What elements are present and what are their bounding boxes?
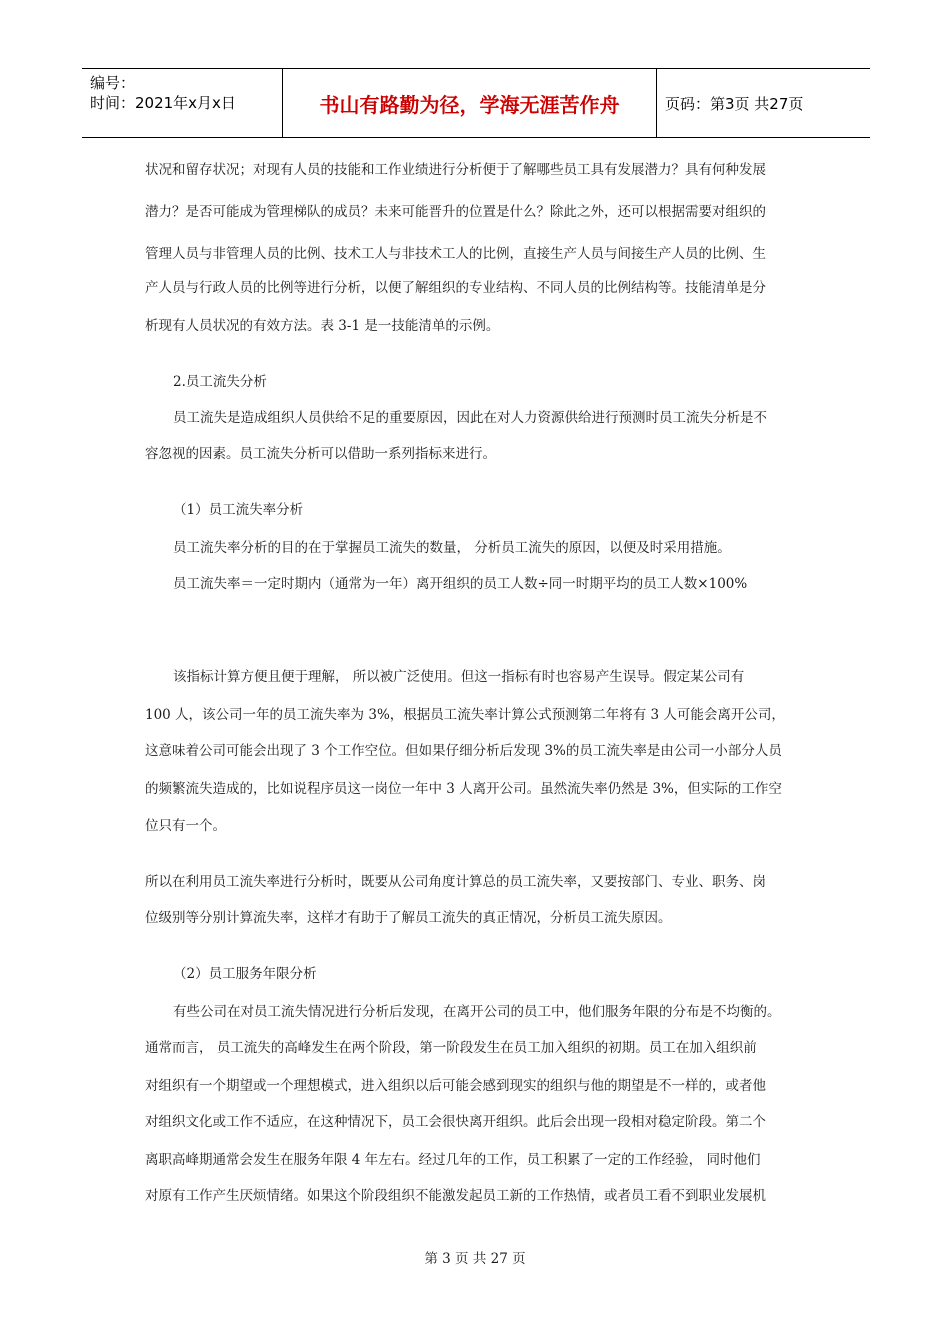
- body-line: 位只有一个。: [145, 818, 226, 834]
- page-footer: 第 3 页 共 27 页: [424, 1251, 526, 1267]
- body-line: 有些公司在对员工流失情况进行分析后发现，在离开公司的员工中，他们服务年限的分布是不均衡的。: [173, 1004, 781, 1020]
- subsection-heading: （2）员工服务年限分析: [173, 966, 317, 982]
- body-line: 该指标计算方便且便于理解， 所以被广泛使用。但这一指标有时也容易产生误导。假定某公司有: [173, 669, 745, 685]
- body-line: 对组织文化或工作不适应，在这种情况下，员工会很快离开组织。此后会出现一段相对稳定阶段。第二个: [145, 1114, 766, 1130]
- subsection-heading: （1）员工流失率分析: [173, 502, 304, 518]
- section-heading: 2.员工流失分析: [173, 374, 267, 390]
- header-meta: [82, 69, 282, 137]
- body-line: 对原有工作产生厌烦情绪。如果这个阶段组织不能激发起员工新的工作热情，或者员工看不到职业发展机: [145, 1188, 766, 1204]
- body-line: 所以在利用员工流失率进行分析时，既要从公司角度计算总的员工流失率，又要按部门、专业、职务、岗: [145, 874, 766, 890]
- body-line: 通常而言， 员工流失的高峰发生在两个阶段，第一阶段发生在员工加入组织的初期。员工在加入组织前: [145, 1040, 757, 1056]
- body-line: 员工流失率分析的目的在于掌握员工流失的数量， 分析员工流失的原因，以便及时采用措施。: [173, 540, 731, 556]
- formula-line: 员工流失率＝一定时期内（通常为一年）离开组织的员工人数÷同一时期平均的员工人数×100%: [173, 576, 748, 592]
- document-date-label: 时间：2021年x月x日: [90, 94, 236, 112]
- body-line: 的频繁流失造成的，比如说程序员这一岗位一年中 3 人离开公司。虽然流失率仍然是 3%，但实际的工作空: [145, 781, 782, 797]
- document-number-label: 编号：: [90, 74, 136, 92]
- body-line: 析现有人员状况的有效方法。表 3-1 是一技能清单的示例。: [145, 318, 500, 334]
- body-line: 离职高峰期通常会发生在服务年限 4 年左右。经过几年的工作，员工积累了一定的工作经验， 同时他们: [145, 1152, 761, 1168]
- body-line: 潜力？是否可能成为管理梯队的成员？未来可能晋升的位置是什么？除此之外，还可以根据需要对组织的: [145, 204, 766, 220]
- body-line: 产人员与行政人员的比例等进行分析，以便了解组织的专业结构、不同人员的比例结构等。技能清单是分: [145, 280, 766, 296]
- body-line: 这意味着公司可能会出现了 3 个工作空位。但如果仔细分析后发现 3%的员工流失率是由公司一小部分人员: [145, 743, 782, 759]
- body-line: 100 人，该公司一年的员工流失率为 3%，根据员工流失率计算公式预测第二年将有 3 人可能会离开公司，: [145, 707, 785, 723]
- body-line: 对组织有一个期望或一个理想模式，进入组织以后可能会感到现实的组织与他的期望是不一样的，或者他: [145, 1078, 766, 1094]
- body-line: 状况和留存状况；对现有人员的技能和工作业绩进行分析便于了解哪些员工具有发展潜力？具有何种发展: [145, 162, 766, 178]
- header-motto: 书山有路勤为径，学海无涯苦作舟: [282, 69, 657, 137]
- body-line: 容忽视的因素。员工流失分析可以借助一系列指标来进行。: [145, 446, 496, 462]
- page-header: [82, 68, 870, 138]
- body-line: 位级别等分别计算流失率，这样才有助于了解员工流失的真正情况，分析员工流失原因。: [145, 910, 672, 926]
- body-line: 管理人员与非管理人员的比例、技术工人与非技术工人的比例，直接生产人员与间接生产人员的比例、生: [145, 246, 766, 262]
- body-line: 员工流失是造成组织人员供给不足的重要原因，因此在对人力资源供给进行预测时员工流失分析是不: [173, 410, 767, 426]
- header-page-info: 页码：第3页 共27页: [665, 94, 804, 113]
